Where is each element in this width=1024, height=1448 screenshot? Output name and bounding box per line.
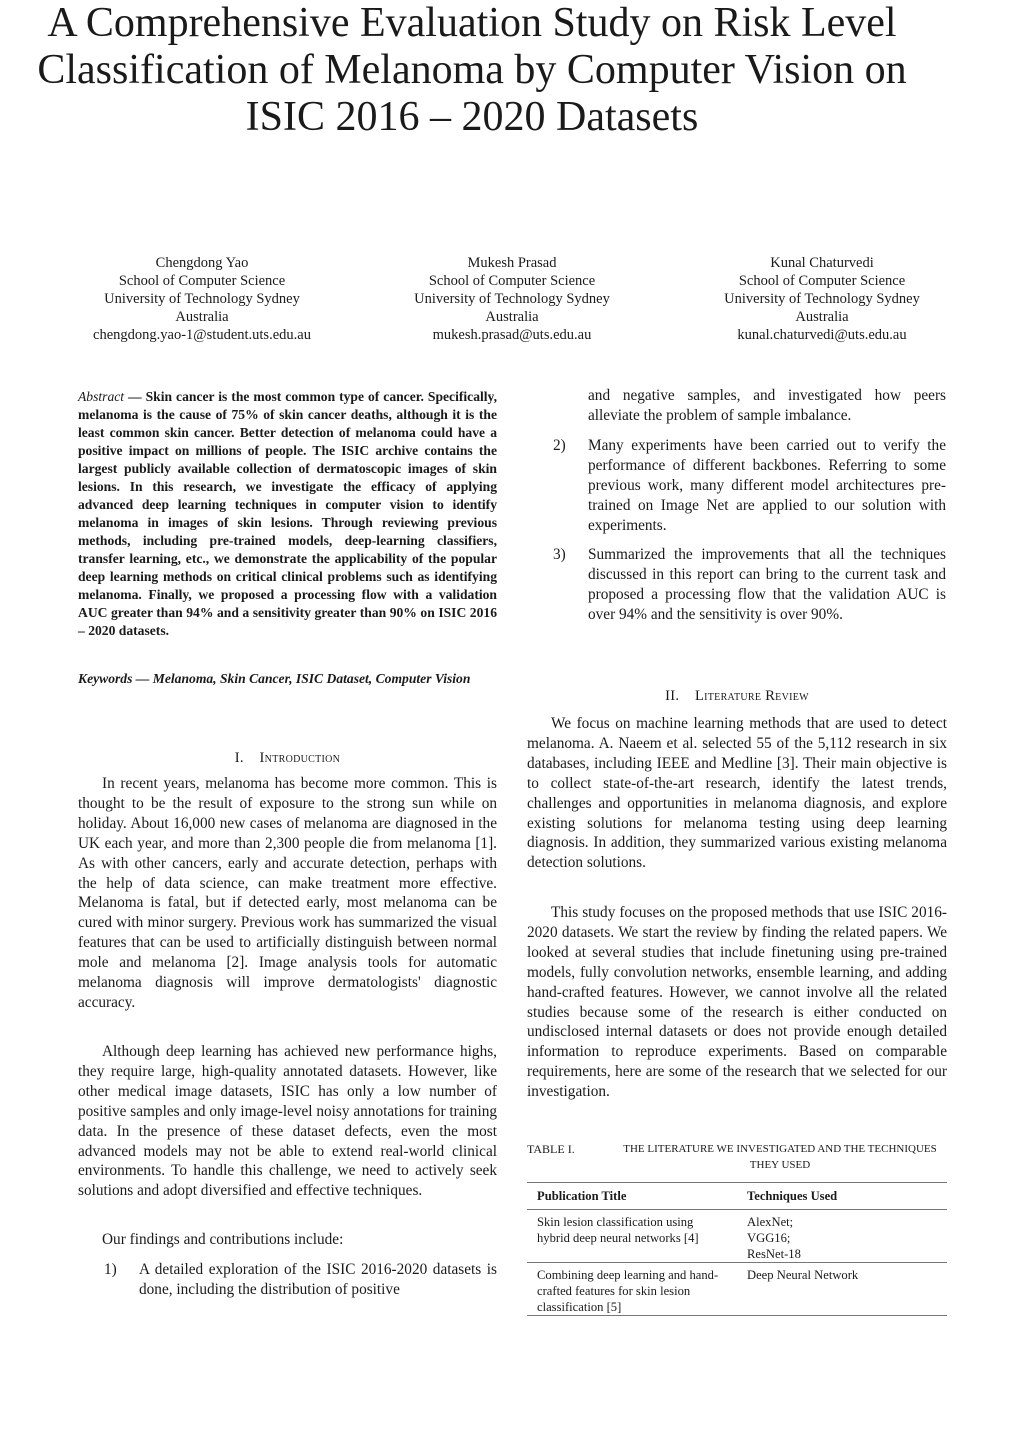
section-heading-literature-review bbox=[527, 688, 947, 705]
table-row bbox=[527, 1263, 947, 1316]
table-caption-line-1: THE LITERATURE WE INVESTIGATED AND THE TECHNIQUES bbox=[623, 1143, 937, 1155]
author-block-2 bbox=[362, 254, 662, 344]
author-university: University of Technology Sydney bbox=[414, 291, 610, 307]
technique: ResNet-18 bbox=[747, 1247, 801, 1261]
author-email: kunal.chaturvedi@uts.edu.au bbox=[737, 327, 907, 343]
table-cell-techniques bbox=[737, 1263, 947, 1316]
list-item bbox=[553, 545, 946, 645]
section-number: II. bbox=[665, 688, 680, 704]
table-caption bbox=[600, 1141, 960, 1173]
technique: Deep Neural Network bbox=[747, 1268, 859, 1282]
table-cell-title: Skin lesion classification using hybrid deep neural networks [4] bbox=[527, 1210, 737, 1263]
author-university: University of Technology Sydney bbox=[104, 291, 300, 307]
intro-paragraph-2: Although deep learning has achieved new performance highs, they require large, high-quality annotated datasets. However, like other medical image datasets, ISIC has only a low number of positive samples and only image-level noisy annotations for training data. In the presence of these dataset defects, even the most advanced models may not be able to extend real-world clinical environments. To handle this challenge, we need to actively seek solutions and adopt diversified and effective techniques. bbox=[78, 1043, 497, 1200]
list-item bbox=[104, 1260, 497, 1300]
abstract bbox=[78, 388, 497, 640]
paper-title: A Comprehensive Evaluation Study on Risk Level Classification of Melanoma by Computer Vision on ISIC 2016 – 2020 Datasets bbox=[37, 0, 907, 140]
table-header-publication-title: Publication Title bbox=[527, 1183, 737, 1210]
author-name: Chengdong Yao bbox=[155, 255, 249, 271]
list-number: 2) bbox=[553, 437, 566, 454]
author-block-3 bbox=[672, 254, 972, 344]
list-text: A detailed exploration of the ISIC 2016-2020 datasets is done, including the distribution of positive bbox=[139, 1261, 497, 1298]
section-title: Literature Review bbox=[694, 688, 809, 704]
intro-paragraph-3: Our findings and contributions include: bbox=[102, 1231, 344, 1248]
list-number: 3) bbox=[553, 546, 566, 563]
table-label: TABLE I. bbox=[527, 1142, 575, 1156]
table-cell-title: Combining deep learning and hand-crafted features for skin lesion classification [5] bbox=[527, 1263, 737, 1316]
abstract-dash: — bbox=[124, 389, 146, 404]
author-country: Australia bbox=[175, 309, 229, 325]
table-row bbox=[527, 1210, 947, 1263]
author-university: University of Technology Sydney bbox=[724, 291, 920, 307]
table-caption-line-2: THEY USED bbox=[749, 1159, 811, 1171]
abstract-text: Skin cancer is the most common type of cancer. Specifically, melanoma is the cause of 75% of skin cancer deaths, although it is the least common skin cancer. Better detection of melanoma could have a positive impact on millions of people. The ISIC archive contains the largest publicly available collection of dermatoscopic images of skin lesions. In this research, we investigate the efficacy of applying advanced deep learning techniques in computer vision to identify melanoma in images of skin lesions. Through reviewing previous methods, including pre-trained models, deep-learning classifiers, transfer learning, etc., we demonstrate the applicability of the popular deep learning methods on critical clinical problems such as identifying melanoma. Finally, we proposed a processing flow with a validation AUC greater than 94% and a sensitivity greater than 90% on ISIC 2016 – 2020 datasets. bbox=[78, 389, 498, 638]
author-country: Australia bbox=[795, 309, 849, 325]
author-name: Kunal Chaturvedi bbox=[770, 255, 874, 271]
keywords: Keywords — Melanoma, Skin Cancer, ISIC Dataset, Computer Vision bbox=[78, 671, 471, 686]
list-text: Summarized the improvements that all the techniques discussed in this report can bring to the current task and proposed a processing flow that the validation AUC is over 94% and the sensitivity is over 90%. bbox=[588, 546, 946, 623]
author-country: Australia bbox=[485, 309, 539, 325]
author-email: chengdong.yao-1@student.uts.edu.au bbox=[93, 327, 311, 343]
technique: VGG16; bbox=[747, 1231, 791, 1245]
list-number: 1) bbox=[104, 1261, 117, 1278]
intro-paragraph-1: In recent years, melanoma has become more common. This is thought to be the result of exposure to the strong sun while on holiday. About 16,000 new cases of melanoma are diagnosed in the UK each year, and more than 2,300 people die from melanoma [1]. As with other cancers, early and accurate detection, perhaps with the help of data science, can make treatment more effective. Melanoma is fatal, but if detected early, most melanoma can be cured with minor surgery. Previous work has summarized the visual features that can be used to artificially distinguish between normal mole and melanoma [2]. Image analysis tools for automatic melanoma diagnosis will improve dermatologists' diagnostic accuracy. bbox=[78, 775, 497, 1011]
list-item bbox=[553, 436, 946, 536]
section-number: I. bbox=[234, 750, 244, 766]
literature-table bbox=[527, 1182, 947, 1316]
table-cell-techniques bbox=[737, 1210, 947, 1263]
literature-paragraph-1: We focus on machine learning methods that are used to detect melanoma. A. Naeem et al. selected 55 of the 5,112 research in six databases, including IEEE and Medline [3]. Their main objective is to collect state-of-the-art research, identify the latest trends, challenges and opportunities in melanoma diagnosis, and explore existing solutions for melanoma testing using deep learning diagnosis. In addition, they summarized various existing melanoma detection solutions. bbox=[527, 715, 947, 872]
author-dept: School of Computer Science bbox=[428, 273, 596, 289]
author-email: mukesh.prasad@uts.edu.au bbox=[432, 327, 592, 343]
technique: AlexNet; bbox=[747, 1215, 794, 1229]
author-block-1 bbox=[52, 254, 352, 344]
section-title: Introduction bbox=[259, 750, 341, 766]
author-name: Mukesh Prasad bbox=[467, 255, 557, 271]
abstract-label: Abstract bbox=[78, 389, 125, 404]
table-header-techniques-used: Techniques Used bbox=[737, 1183, 947, 1210]
section-heading-introduction bbox=[78, 750, 497, 767]
author-dept: School of Computer Science bbox=[738, 273, 906, 289]
literature-paragraph-2: This study focuses on the proposed methods that use ISIC 2016-2020 datasets. We start the review by finding the related papers. We looked at several studies that include finetuning using pre-trained models, fully convolution networks, ensemble learning, and adding hand-crafted features. However, we cannot involve all the related studies because some of the research is either conducted on undisclosed internal datasets or does not provide enough detailed information to reproduce experiments. Based on comparable requirements, here are some of the research that we selected for our investigation. bbox=[527, 904, 947, 1101]
list-text: Many experiments have been carried out to verify the performance of different backbones. Referring to some previous work, many different model architectures pre-trained on Image Net are applied to our solution with experiments. bbox=[588, 437, 946, 534]
list-item-continued: and negative samples, and investigated how peers alleviate the problem of sample imbalance. bbox=[588, 387, 946, 424]
author-dept: School of Computer Science bbox=[118, 273, 286, 289]
